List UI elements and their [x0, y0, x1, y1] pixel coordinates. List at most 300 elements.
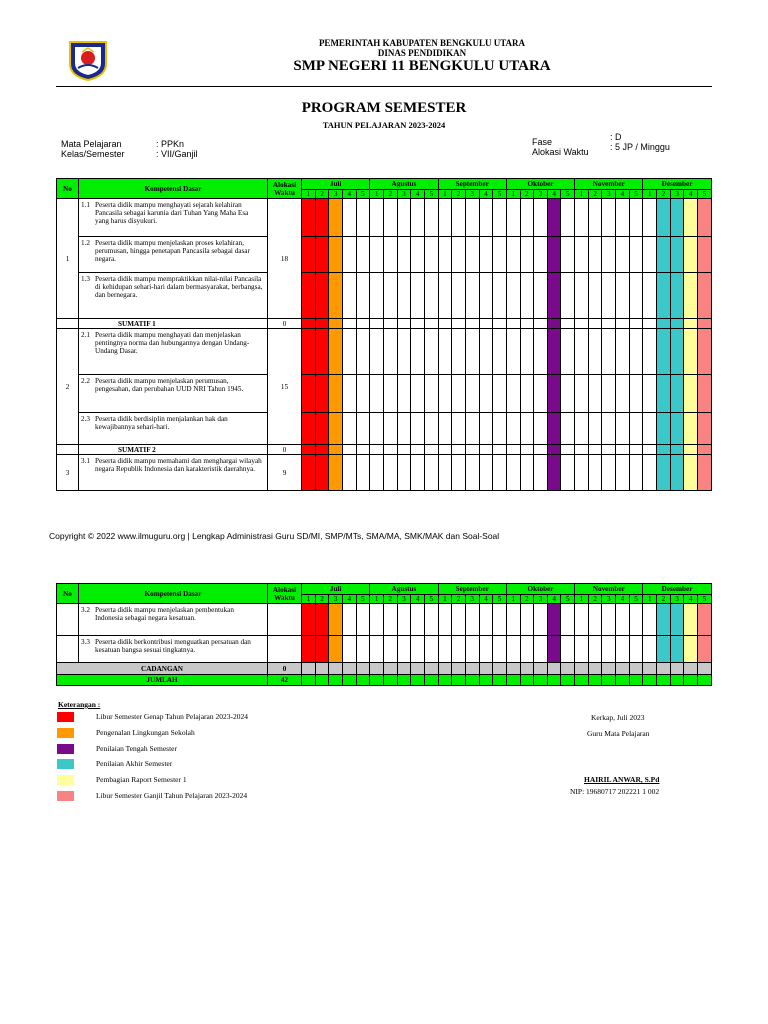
week-cell — [342, 375, 356, 413]
document-title: PROGRAM SEMESTER — [301, 100, 467, 116]
week-cell — [383, 604, 397, 636]
sumatif-no — [57, 319, 79, 329]
week-cell — [506, 237, 520, 273]
schedule-table-page1 — [56, 178, 712, 491]
school-name: SMP NEGERI 11 BENGKULU UTARA — [293, 58, 551, 74]
week-cell — [411, 375, 425, 413]
sumatif-allocation: 0 — [268, 445, 302, 455]
week-cell — [411, 455, 425, 491]
group-number: 2 — [57, 329, 79, 445]
week-cell — [643, 237, 657, 273]
signature-role: Guru Mata Pelajaran — [587, 729, 650, 738]
week-cell — [383, 199, 397, 237]
week-cell — [452, 273, 466, 319]
week-cell — [561, 663, 575, 675]
week-cell — [493, 455, 507, 491]
week-header: 5 — [698, 190, 712, 199]
week-cell — [411, 273, 425, 319]
month-header: November — [575, 584, 643, 595]
legend-label: Pengenalan Lingkungan Sekolah — [96, 727, 195, 737]
week-cell — [397, 604, 411, 636]
week-cell — [602, 663, 616, 675]
week-cell — [616, 237, 630, 273]
week-cell — [588, 273, 602, 319]
week-cell — [520, 636, 534, 663]
week-cell — [602, 199, 616, 237]
week-header: 3 — [534, 595, 548, 604]
week-cell — [670, 455, 684, 491]
week-header: 3 — [397, 190, 411, 199]
week-cell — [356, 663, 370, 675]
week-cell — [602, 319, 616, 329]
week-cell — [643, 663, 657, 675]
week-cell — [342, 199, 356, 237]
sumatif-allocation: 0 — [268, 319, 302, 329]
week-header: 4 — [616, 190, 630, 199]
week-cell — [698, 663, 712, 675]
week-cell — [370, 663, 384, 675]
legend-label: Penilaian Tengah Semester — [96, 743, 177, 753]
week-header: 3 — [329, 595, 343, 604]
week-cell — [465, 329, 479, 375]
week-cell — [506, 375, 520, 413]
week-cell — [588, 663, 602, 675]
week-cell — [602, 675, 616, 686]
week-cell — [397, 329, 411, 375]
week-cell — [302, 273, 316, 319]
week-cell — [670, 273, 684, 319]
week-cell — [424, 375, 438, 413]
competency-cell — [79, 273, 268, 319]
week-header: 3 — [465, 190, 479, 199]
week-header: 2 — [588, 190, 602, 199]
week-cell — [602, 636, 616, 663]
week-cell — [684, 636, 698, 663]
week-cell — [356, 199, 370, 237]
week-cell — [547, 273, 561, 319]
week-cell — [670, 663, 684, 675]
week-cell — [629, 604, 643, 636]
group-allocation: 9 — [268, 455, 302, 491]
col-header-kd: Kompetensi Dasar — [79, 179, 268, 199]
week-cell — [643, 375, 657, 413]
week-cell — [670, 199, 684, 237]
week-header: 3 — [670, 190, 684, 199]
week-cell — [479, 329, 493, 375]
week-cell — [342, 237, 356, 273]
week-cell — [329, 329, 343, 375]
week-cell — [493, 237, 507, 273]
week-cell — [424, 413, 438, 445]
week-cell — [465, 237, 479, 273]
week-cell — [520, 663, 534, 675]
week-header: 5 — [424, 595, 438, 604]
week-cell — [506, 675, 520, 686]
week-header: 5 — [561, 595, 575, 604]
week-cell — [424, 273, 438, 319]
week-cell — [643, 675, 657, 686]
week-cell — [315, 636, 329, 663]
competency-text: Peserta didik mampu menjelaskan perumusan, pengesahan, dan perubahan UUD NRI Tahun 1945. — [95, 377, 244, 393]
group-allocation: 15 — [268, 329, 302, 445]
week-header: 4 — [342, 595, 356, 604]
competency-cell — [79, 375, 268, 413]
subject-label: Mata Pelajaran — [61, 139, 122, 149]
week-cell — [493, 199, 507, 237]
week-cell — [534, 319, 548, 329]
week-cell — [356, 455, 370, 491]
week-cell — [370, 413, 384, 445]
week-header: 3 — [602, 190, 616, 199]
week-cell — [452, 237, 466, 273]
week-cell — [698, 604, 712, 636]
week-cell — [356, 329, 370, 375]
week-cell — [534, 663, 548, 675]
week-cell — [670, 237, 684, 273]
legend-swatch — [57, 728, 74, 738]
month-header: Agustus — [370, 179, 438, 190]
week-cell — [629, 329, 643, 375]
month-header: Desember — [643, 584, 711, 595]
week-cell — [356, 675, 370, 686]
week-cell — [465, 455, 479, 491]
week-cell — [329, 237, 343, 273]
competency-number: 3.3 — [81, 638, 90, 646]
week-cell — [629, 413, 643, 445]
week-cell — [616, 604, 630, 636]
week-cell — [411, 636, 425, 663]
week-cell — [561, 445, 575, 455]
week-header: 4 — [479, 190, 493, 199]
week-cell — [657, 445, 671, 455]
week-cell — [561, 273, 575, 319]
week-cell — [383, 455, 397, 491]
week-cell — [575, 455, 589, 491]
week-cell — [602, 375, 616, 413]
week-cell — [547, 375, 561, 413]
competency-number: 1.2 — [81, 239, 90, 247]
week-cell — [493, 329, 507, 375]
time-allocation-label: Alokasi Waktu — [532, 147, 589, 157]
week-header: 4 — [479, 595, 493, 604]
week-header: 5 — [629, 595, 643, 604]
week-cell — [657, 319, 671, 329]
week-cell — [465, 199, 479, 237]
month-header: Agustus — [370, 584, 438, 595]
week-cell — [452, 445, 466, 455]
week-cell — [452, 375, 466, 413]
week-cell — [602, 604, 616, 636]
week-cell — [479, 636, 493, 663]
week-cell — [657, 329, 671, 375]
week-cell — [561, 329, 575, 375]
reserve-value: 0 — [268, 663, 302, 675]
week-header: 5 — [424, 190, 438, 199]
week-cell — [547, 675, 561, 686]
competency-cell — [79, 636, 268, 663]
week-cell — [534, 455, 548, 491]
week-cell — [561, 237, 575, 273]
week-cell — [397, 413, 411, 445]
week-cell — [684, 375, 698, 413]
week-cell — [397, 663, 411, 675]
week-cell — [602, 273, 616, 319]
week-cell — [602, 455, 616, 491]
week-cell — [424, 675, 438, 686]
week-cell — [629, 319, 643, 329]
week-cell — [479, 455, 493, 491]
week-cell — [629, 375, 643, 413]
week-cell — [356, 445, 370, 455]
week-cell — [315, 375, 329, 413]
week-header: 3 — [534, 190, 548, 199]
week-header: 1 — [370, 190, 384, 199]
week-cell — [698, 445, 712, 455]
week-cell — [329, 413, 343, 445]
week-cell — [643, 604, 657, 636]
week-cell — [370, 675, 384, 686]
week-cell — [479, 663, 493, 675]
week-cell — [629, 663, 643, 675]
legend-swatch — [57, 791, 74, 801]
week-cell — [438, 445, 452, 455]
week-cell — [479, 604, 493, 636]
week-cell — [465, 273, 479, 319]
week-cell — [302, 329, 316, 375]
week-cell — [547, 329, 561, 375]
week-header: 1 — [438, 190, 452, 199]
week-cell — [698, 413, 712, 445]
week-cell — [329, 445, 343, 455]
week-header: 1 — [438, 595, 452, 604]
week-cell — [465, 675, 479, 686]
week-cell — [383, 237, 397, 273]
week-cell — [452, 413, 466, 445]
week-cell — [643, 636, 657, 663]
week-cell — [329, 455, 343, 491]
week-cell — [657, 273, 671, 319]
week-cell — [547, 636, 561, 663]
week-cell — [424, 636, 438, 663]
week-cell — [383, 413, 397, 445]
group-allocation — [268, 636, 302, 663]
week-cell — [588, 675, 602, 686]
week-cell — [657, 375, 671, 413]
competency-cell — [79, 237, 268, 273]
week-cell — [315, 237, 329, 273]
week-header: 1 — [302, 595, 316, 604]
competency-number: 1.1 — [81, 201, 90, 209]
week-cell — [356, 375, 370, 413]
week-cell — [424, 199, 438, 237]
competency-text: Peserta didik mampu menjelaskan proses kelahiran, perumusan, hingga penetapan Pancasila sebagai dasar negara. — [95, 239, 250, 263]
week-cell — [356, 636, 370, 663]
week-cell — [465, 413, 479, 445]
week-cell — [643, 273, 657, 319]
week-cell — [329, 199, 343, 237]
week-cell — [547, 199, 561, 237]
week-cell — [302, 604, 316, 636]
week-cell — [329, 273, 343, 319]
sumatif-label: SUMATIF 1 — [79, 319, 268, 329]
week-cell — [588, 636, 602, 663]
week-cell — [506, 455, 520, 491]
week-cell — [424, 663, 438, 675]
week-cell — [520, 413, 534, 445]
week-cell — [397, 273, 411, 319]
month-header: Juli — [302, 179, 370, 190]
class-semester-value: : VII/Ganjil — [156, 149, 198, 159]
week-header: 2 — [520, 190, 534, 199]
week-cell — [684, 604, 698, 636]
week-cell — [520, 445, 534, 455]
week-cell — [452, 663, 466, 675]
week-cell — [438, 319, 452, 329]
week-cell — [411, 604, 425, 636]
week-cell — [397, 199, 411, 237]
week-cell — [438, 273, 452, 319]
competency-text: Peserta didik mampu menghayati sejarah kelahiran Pancasila sebagai karunia dari Tuhan Yang Maha Esa yang harus disyukuri. — [95, 201, 249, 225]
week-cell — [411, 199, 425, 237]
week-cell — [452, 319, 466, 329]
week-cell — [383, 319, 397, 329]
week-cell — [479, 237, 493, 273]
week-cell — [465, 445, 479, 455]
week-cell — [616, 675, 630, 686]
week-cell — [315, 319, 329, 329]
competency-cell — [79, 329, 268, 375]
week-cell — [588, 329, 602, 375]
month-header: Oktober — [506, 584, 574, 595]
week-cell — [561, 455, 575, 491]
week-cell — [370, 636, 384, 663]
week-cell — [315, 675, 329, 686]
week-cell — [342, 413, 356, 445]
week-cell — [465, 636, 479, 663]
week-cell — [383, 445, 397, 455]
signature-name: HAIRIL ANWAR, S.Pd — [584, 775, 660, 784]
week-cell — [329, 319, 343, 329]
week-cell — [302, 675, 316, 686]
week-cell — [452, 636, 466, 663]
week-header: 5 — [356, 190, 370, 199]
week-cell — [588, 413, 602, 445]
week-cell — [329, 675, 343, 686]
week-cell — [465, 604, 479, 636]
week-cell — [575, 319, 589, 329]
col-header-alokasi: Alokasi Waktu — [268, 584, 302, 604]
week-cell — [616, 375, 630, 413]
week-cell — [493, 375, 507, 413]
week-cell — [616, 319, 630, 329]
week-cell — [670, 675, 684, 686]
week-cell — [506, 445, 520, 455]
week-cell — [479, 375, 493, 413]
week-cell — [588, 375, 602, 413]
week-cell — [315, 199, 329, 237]
week-header: 4 — [684, 190, 698, 199]
week-cell — [479, 445, 493, 455]
week-cell — [397, 636, 411, 663]
week-cell — [520, 237, 534, 273]
week-cell — [684, 663, 698, 675]
competency-number: 3.1 — [81, 457, 90, 465]
week-cell — [534, 445, 548, 455]
week-cell — [383, 636, 397, 663]
week-cell — [698, 455, 712, 491]
week-cell — [506, 199, 520, 237]
week-cell — [356, 237, 370, 273]
week-cell — [670, 445, 684, 455]
week-cell — [547, 319, 561, 329]
week-header: 5 — [561, 190, 575, 199]
week-cell — [397, 445, 411, 455]
week-cell — [698, 636, 712, 663]
week-cell — [397, 319, 411, 329]
week-header: 4 — [411, 595, 425, 604]
week-cell — [629, 445, 643, 455]
week-cell — [302, 319, 316, 329]
week-cell — [561, 319, 575, 329]
week-cell — [520, 329, 534, 375]
week-cell — [629, 273, 643, 319]
week-cell — [315, 663, 329, 675]
week-cell — [383, 375, 397, 413]
week-cell — [383, 675, 397, 686]
week-header: 5 — [356, 595, 370, 604]
week-cell — [684, 237, 698, 273]
week-cell — [534, 675, 548, 686]
week-cell — [493, 319, 507, 329]
competency-cell — [79, 604, 268, 636]
week-cell — [479, 273, 493, 319]
competency-number: 3.2 — [81, 606, 90, 614]
week-cell — [424, 445, 438, 455]
week-cell — [452, 329, 466, 375]
academic-year: TAHUN PELAJARAN 2023-2024 — [322, 120, 446, 130]
week-cell — [438, 663, 452, 675]
group-number — [57, 604, 79, 636]
week-cell — [356, 273, 370, 319]
week-header: 3 — [329, 190, 343, 199]
week-cell — [438, 375, 452, 413]
week-cell — [370, 455, 384, 491]
week-cell — [452, 604, 466, 636]
week-header: 4 — [616, 595, 630, 604]
week-cell — [684, 199, 698, 237]
week-cell — [575, 604, 589, 636]
week-cell — [424, 455, 438, 491]
week-cell — [670, 604, 684, 636]
group-number: 3 — [57, 455, 79, 491]
week-cell — [438, 413, 452, 445]
legend-label: Libur Semester Ganjil Tahun Pelajaran 2023-2024 — [96, 791, 248, 800]
week-cell — [670, 636, 684, 663]
week-header: 4 — [547, 190, 561, 199]
week-cell — [561, 375, 575, 413]
week-cell — [370, 329, 384, 375]
legend-swatch — [57, 744, 74, 754]
week-cell — [329, 604, 343, 636]
week-cell — [411, 663, 425, 675]
week-cell — [370, 273, 384, 319]
week-cell — [370, 445, 384, 455]
week-cell — [698, 319, 712, 329]
week-cell — [684, 455, 698, 491]
week-cell — [465, 319, 479, 329]
week-cell — [506, 273, 520, 319]
week-cell — [575, 445, 589, 455]
